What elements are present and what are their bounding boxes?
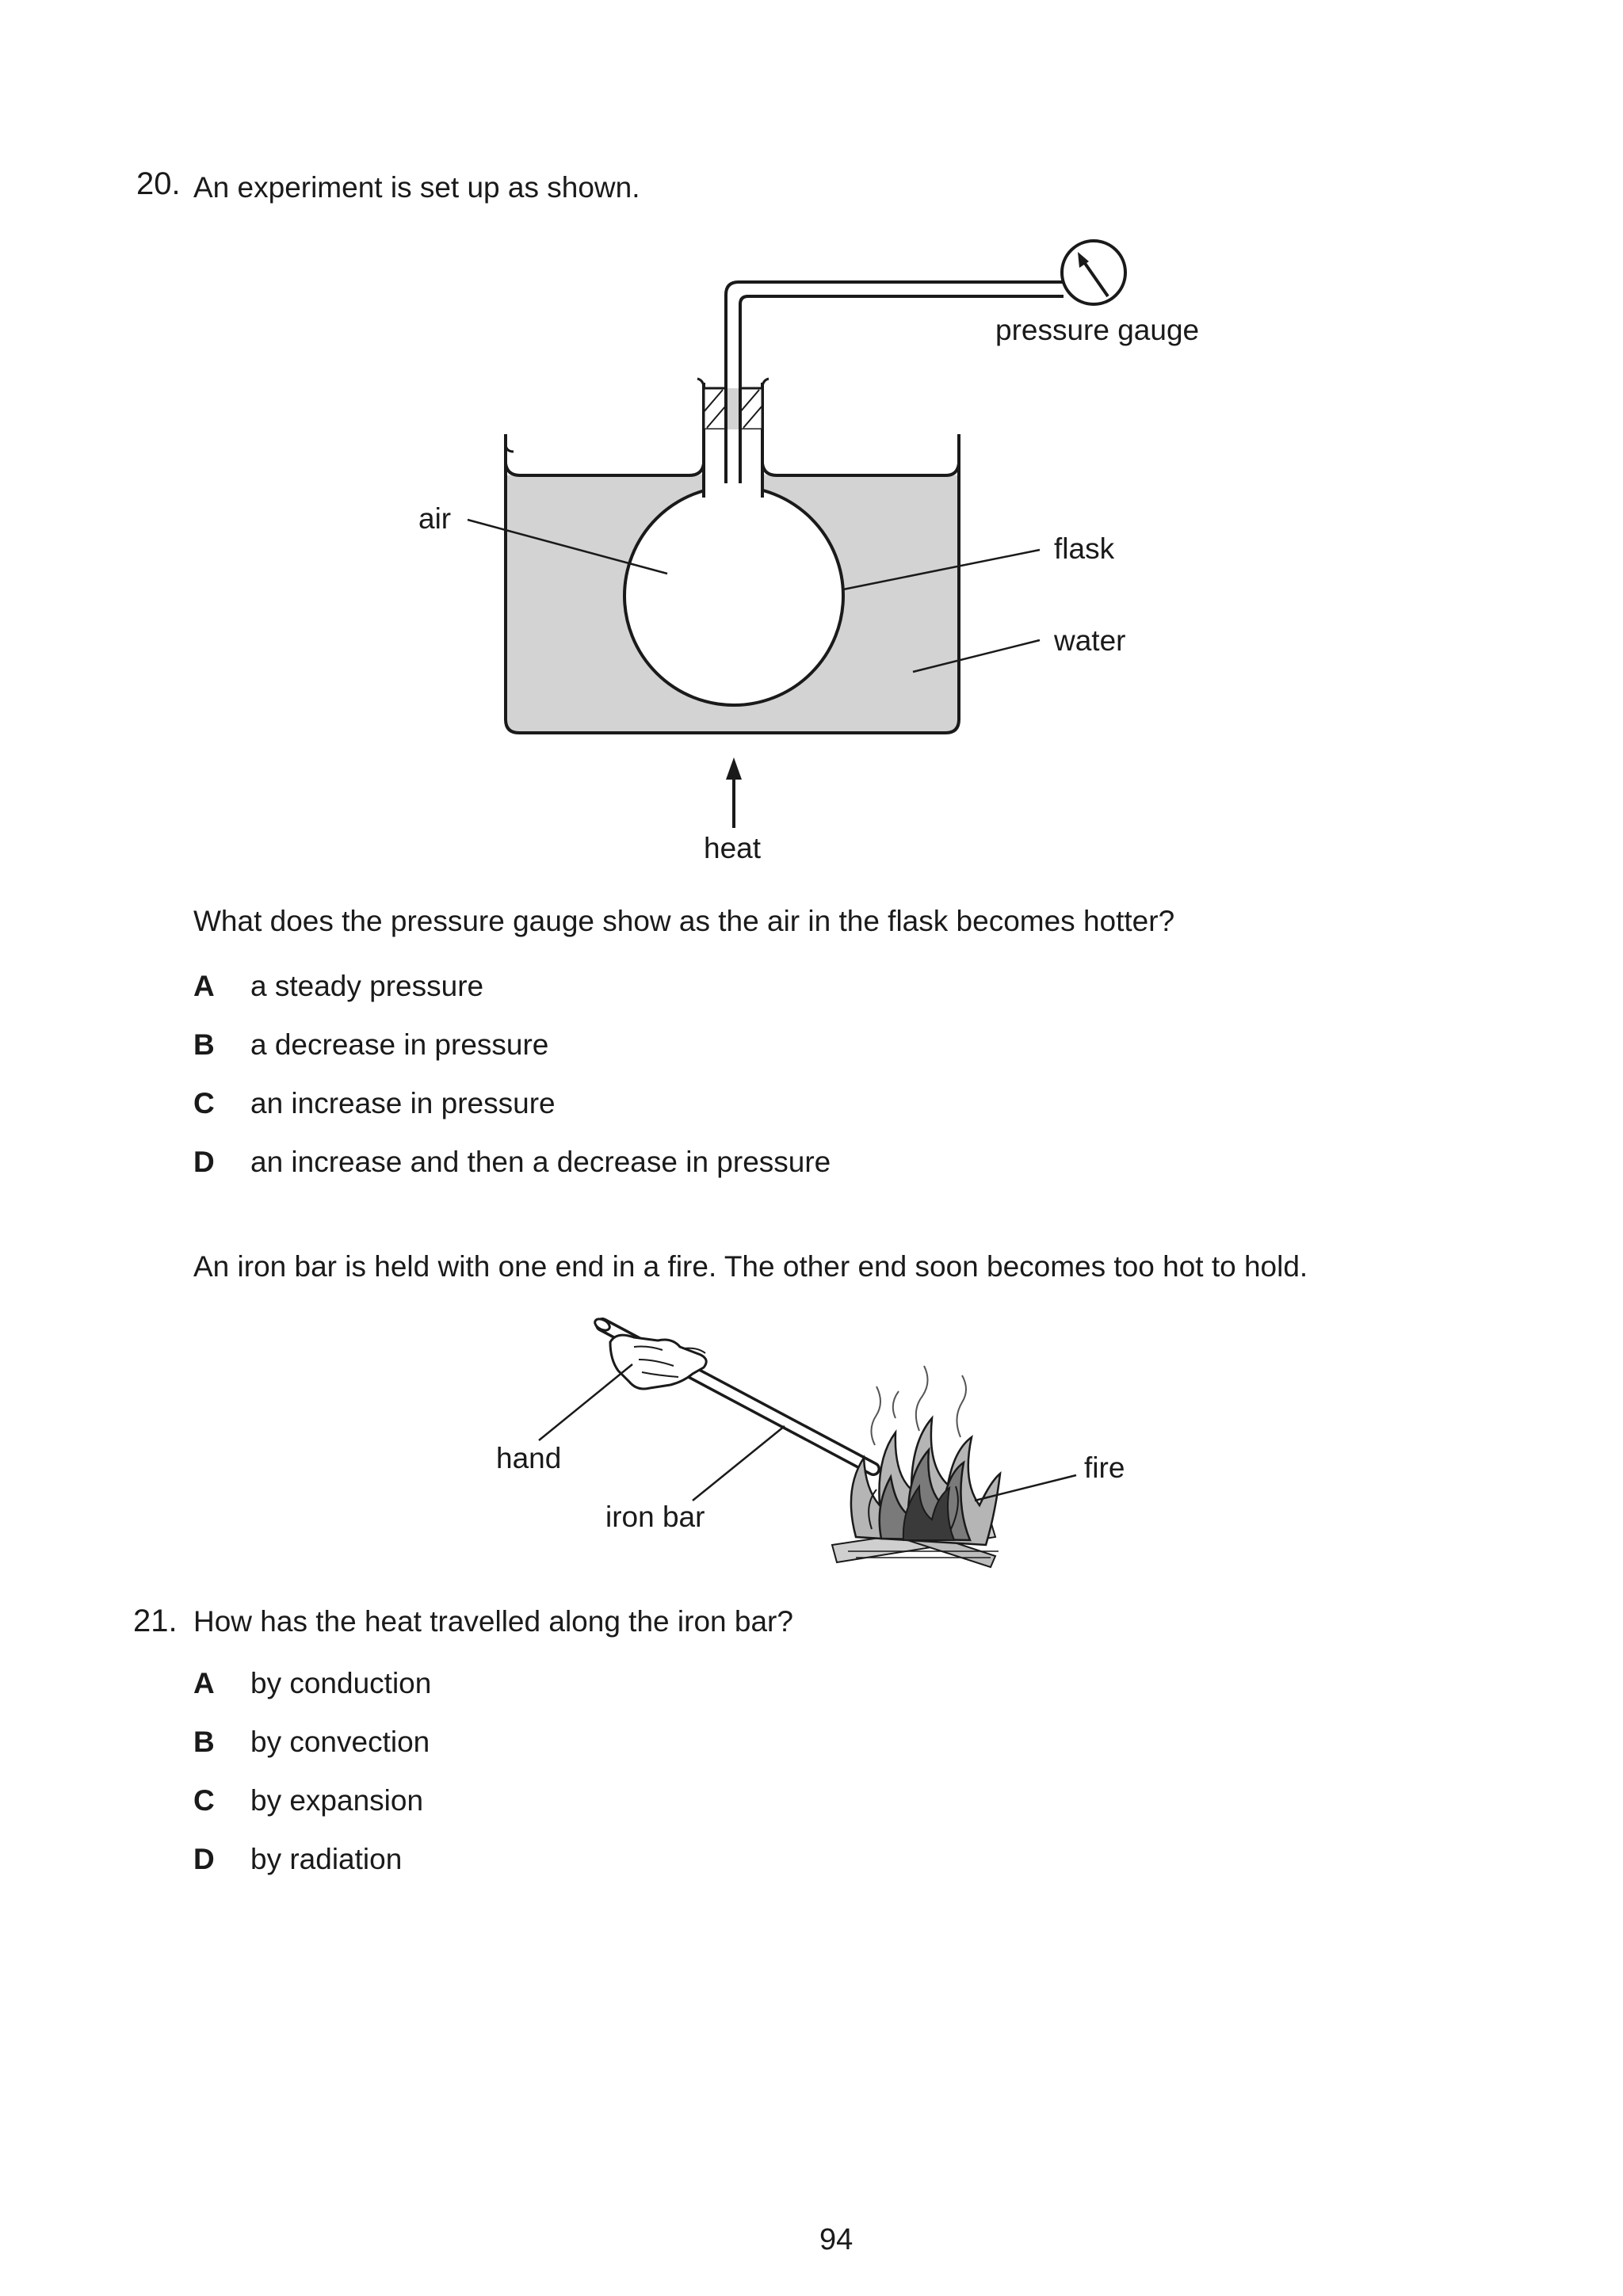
air-label: air — [418, 502, 452, 535]
hand-label: hand — [496, 1442, 562, 1474]
q21-option-a-text: by conduction — [250, 1667, 432, 1699]
q21-context: An iron bar is held with one end in a fire. The other end soon becomes too hot to hold. — [193, 1250, 1308, 1283]
q20-intro: An experiment is set up as shown. — [193, 171, 640, 204]
q21-question: How has the heat travelled along the iron bar? — [193, 1605, 793, 1638]
q21-option-b-letter: B — [193, 1726, 215, 1758]
q20-number: 20. — [136, 166, 181, 201]
q21-option-a-letter: A — [193, 1667, 215, 1699]
q20-option-c-letter: C — [193, 1087, 215, 1119]
q21-option-d-text: by radiation — [250, 1843, 403, 1875]
fire-label: fire — [1084, 1451, 1125, 1484]
q20-option-d-letter: D — [193, 1146, 215, 1178]
q21-option-b-text: by convection — [250, 1726, 430, 1758]
heat-label: heat — [704, 832, 762, 864]
pressure-gauge-label: pressure gauge — [995, 314, 1200, 346]
q21-option-d-letter: D — [193, 1843, 215, 1875]
flask-label: flask — [1054, 532, 1115, 565]
q21-option-c-letter: C — [193, 1784, 215, 1817]
q20-option-b-letter: B — [193, 1028, 215, 1061]
q20-option-a-text: a steady pressure — [250, 970, 484, 1002]
q20-option-a-letter: A — [193, 970, 215, 1002]
q20-question: What does the pressure gauge show as the air in the flask becomes hotter? — [193, 905, 1175, 937]
q21-number: 21. — [133, 1604, 178, 1638]
q20-option-b-text: a decrease in pressure — [250, 1028, 549, 1061]
q21-option-c-text: by expansion — [250, 1784, 424, 1817]
iron-bar-label: iron bar — [605, 1501, 705, 1533]
q20-option-d-text: an increase and then a decrease in pressure — [250, 1146, 831, 1178]
water-label: water — [1054, 624, 1126, 657]
page-number: 94 — [819, 2223, 854, 2256]
q20-option-c-text: an increase in pressure — [250, 1087, 556, 1119]
